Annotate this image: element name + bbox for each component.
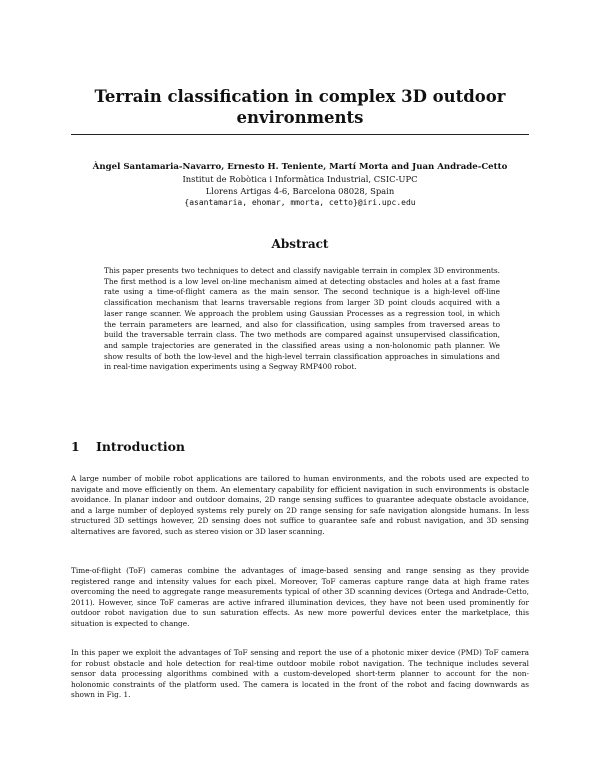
affiliation: Institut de Robòtica i Informàtica Industrial, CSIC-UPC [182,174,418,184]
section-number: 1 [71,439,80,454]
abstract-text: This paper presents two techniques to detect and classify navigable terrain in complex 3D environments. The first method is a low level on-line mechanism aimed at detecting obstacles and holes at a fast frame rate using a time-of-flight camera as the main sensor. The second technique is a high-level off-line classification mechanism that learns traversable regions from larger 3D point clouds acquired with a laser range scanner. We approach the problem using Gaussian Processes as a regression tool, in which the terrain parameters are learned, and also for classification, using samples from traversed areas to build the traversable terrain class. The two methods are compared against unsupervised classification, and sample trajectories are generated in the classified areas using a non-holonomic path planner. We show results of both the low-level and the high-level terrain classification approaches in simulations and in real-time navigation experiments using a Segway RMP400 robot. [104,266,500,372]
intro-paragraph-3: In this paper we exploit the advantages of ToF sensing and report the use of a photonic mixer device (PMD) ToF camera for robust obstacle and hole detection for real-time outdoor mobile robot navigation. The technique includes several sensor data processing algorithms combined with a custom-developed short-term planner to account for the non-holonomic constraints of the platform used. The camera is located in the front of the robot and facing downwards as shown in Fig. 1. [71,648,529,700]
intro-paragraph-2: Time-of-flight (ToF) cameras combine the advantages of image-based sensing and range sensing as they provide registered range and intensity values for each pixel. Moreover, ToF cameras capture range data at high frame rates overcoming the need to aggregate range measurements typical of other 3D scanning devices (Ortega and Andrade-Cetto, 2011). However, since ToF cameras are active infrared illumination devices, they have not been used prominently for outdoor robot navigation due to sun saturation effects. As new more powerful devices enter the marketplace, this situation is expected to change. [71,566,529,628]
title-line-2: environments [236,108,364,127]
author-names: Àngel Santamaria-Navarro, Ernesto H. Teniente, Martí Morta and Juan Andrade-Cetto [92,162,508,172]
author-emails: {asantamaria, ehomar, mmorta, cetto}@iri.upc.edu [184,198,416,207]
section-heading [71,439,185,454]
intro-paragraph-1: A large number of mobile robot applications are tailored to human environments, and the robots used are expected to navigate and move efficiently on them. An elementary capability for efficient navigation in such environments is obstacle avoidance. In planar indoor and outdoor domains, 2D range sensing suffices to guarantee adequate obstacle avoidance, and a large number of deployed systems rely purely on 2D range sensing for safe navigation alongside humans. In less structured 3D settings however, 2D sensing does not suffice to guarantee safe and robust navigation, and 3D sensing alternatives are favored, such as stereo vision or 3D laser scanning. [71,474,529,536]
paper-title [70,86,530,128]
title-line-1: Terrain classification in complex 3D outdoor [94,87,506,106]
address: Llorens Artigas 4-6, Barcelona 08028, Spain [205,186,395,196]
abstract-heading: Abstract [271,237,329,251]
title-rule [71,134,529,135]
section-title: Introduction [96,439,186,454]
author-block [70,161,530,209]
